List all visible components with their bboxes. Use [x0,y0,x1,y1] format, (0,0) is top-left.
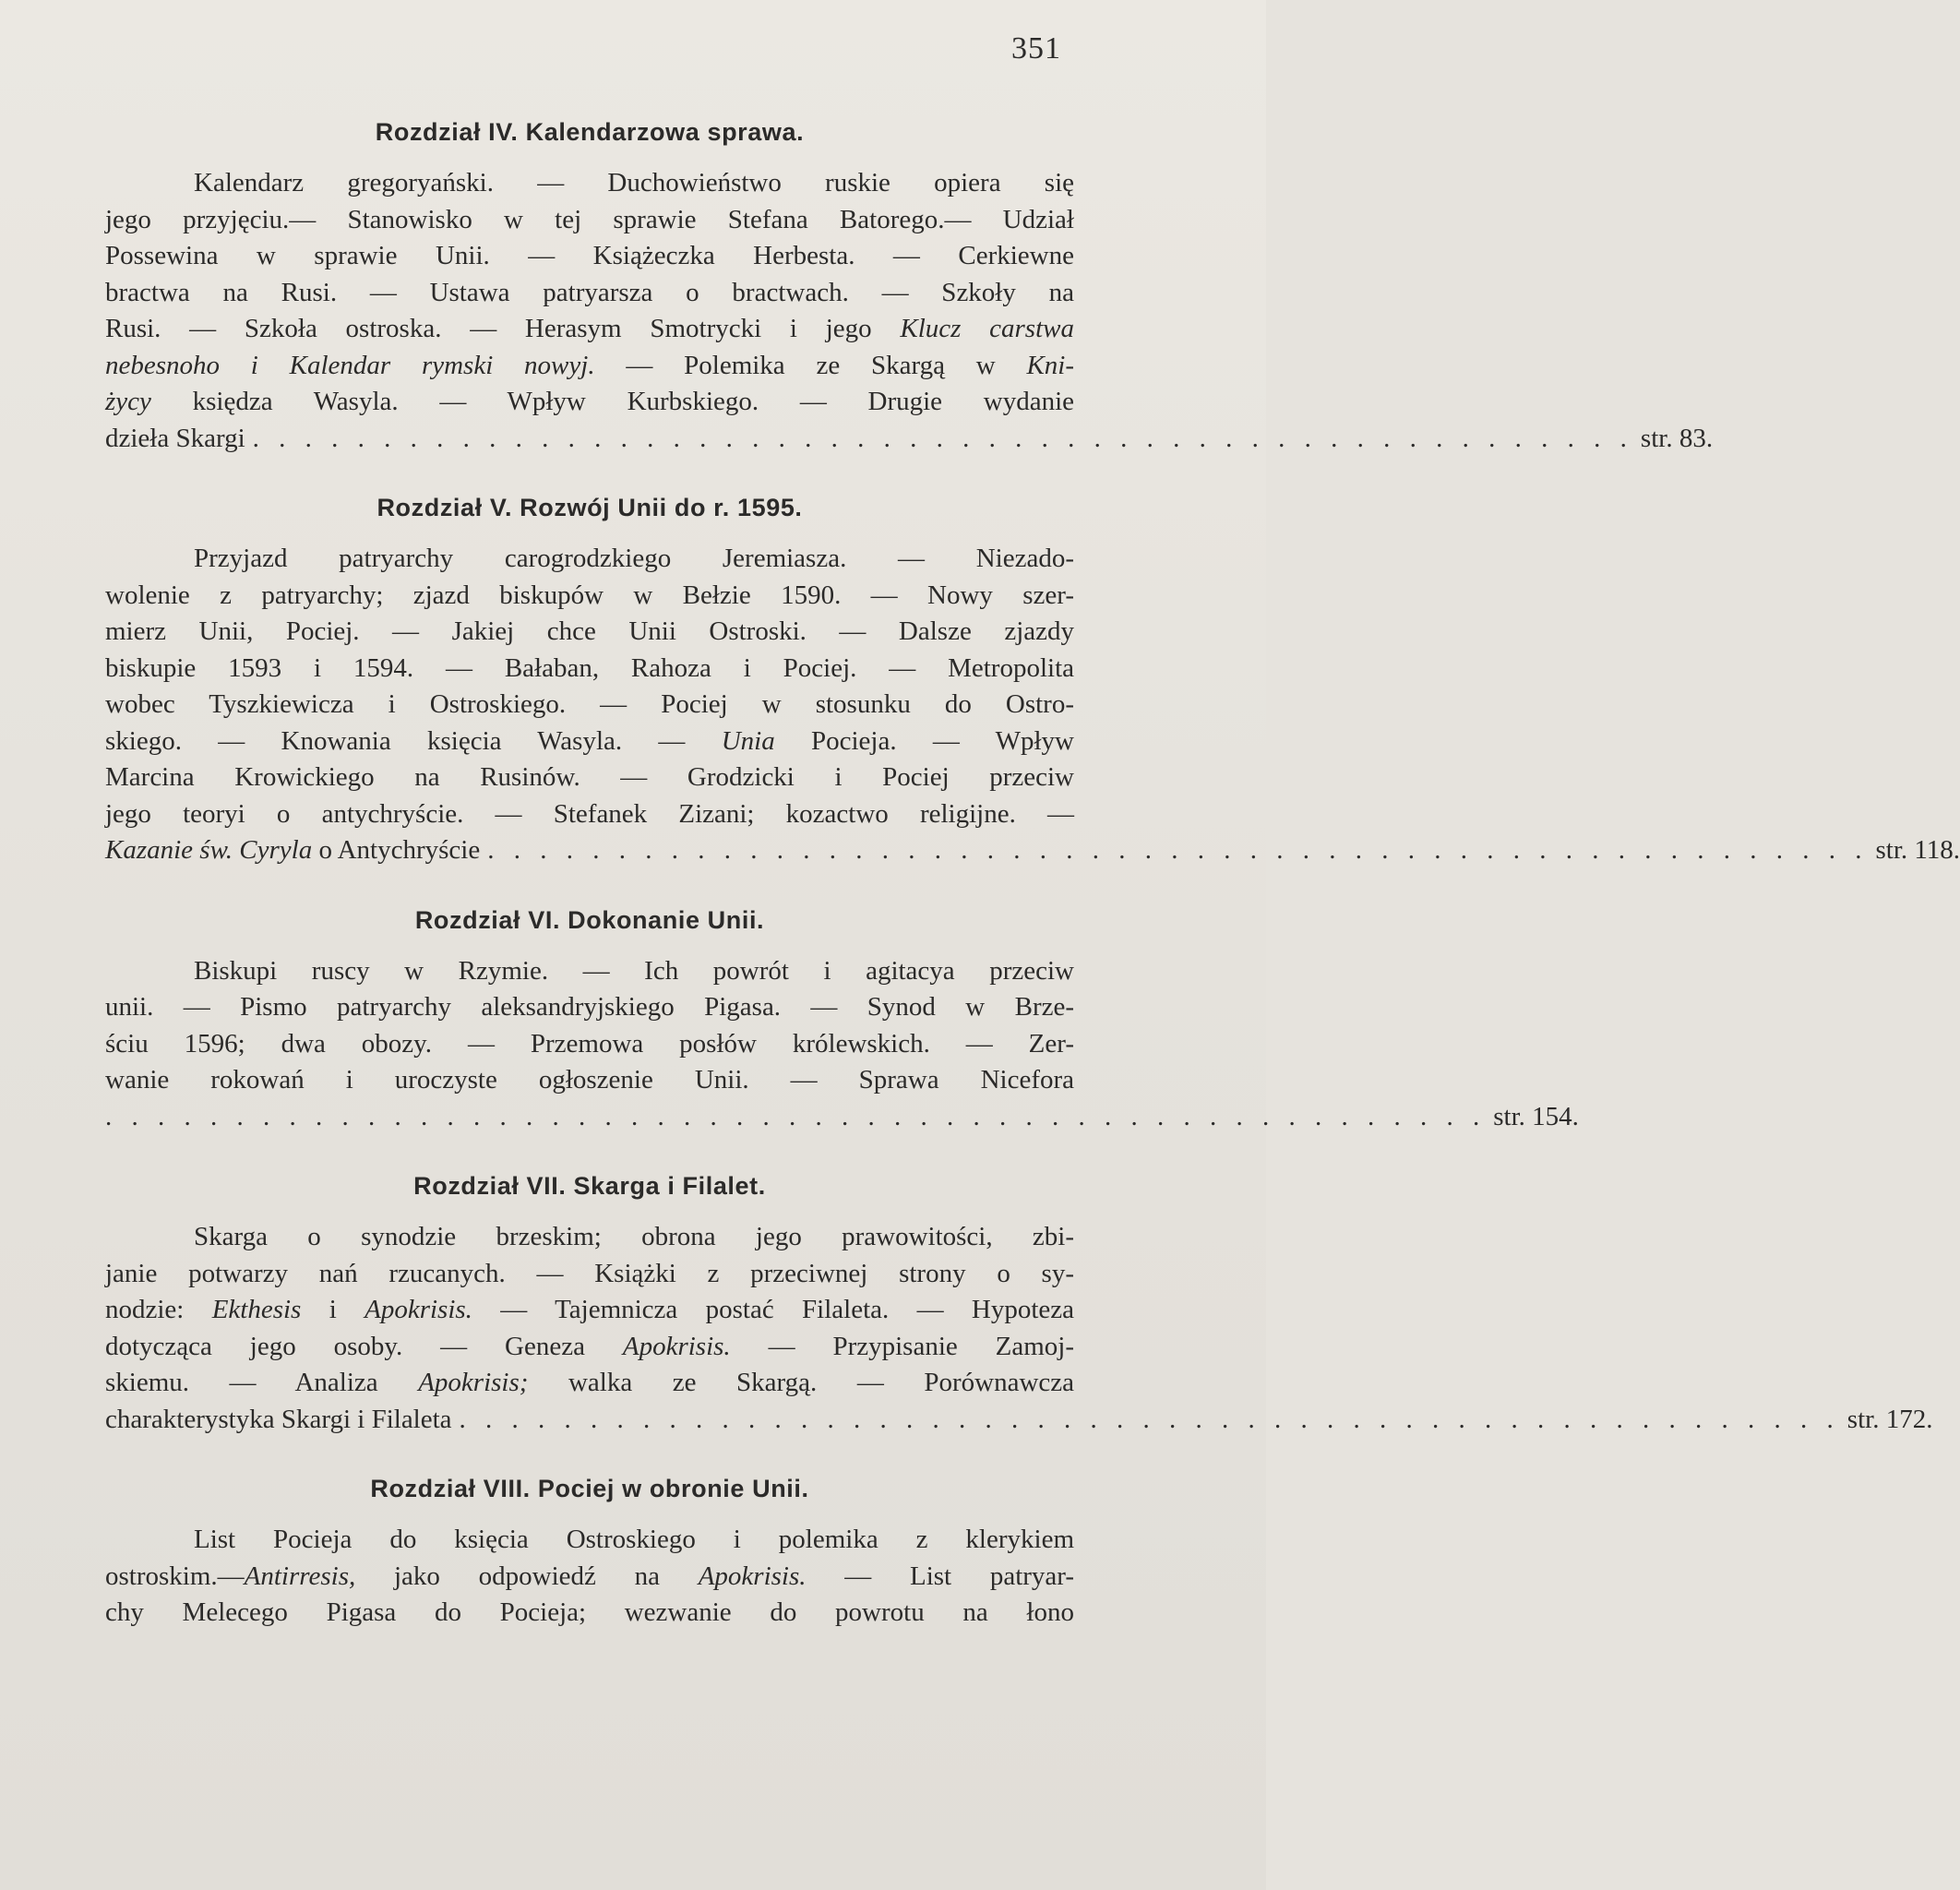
summary-line: mierz Unii, Pociej. — Jakiej chce Unii Ostroski. — Dalsze zjazdy [105,616,1074,646]
summary-line [105,311,1074,348]
text-run: księdza Wasyla. — Wpływ Kurbskiego. — Drugie wydanie [192,387,1074,416]
summary-line: ściu 1596; dwa obozy. — Przemowa posłów królewskich. — Zer- [105,1028,1074,1059]
chapter-title: Rozdział VII. Skarga i Filalet. [413,1172,766,1200]
italic-title: Apokrisis. [365,1295,472,1324]
chapter-title: Rozdział VIII. Pociej w obronie Unii. [370,1475,809,1502]
chapter-title: Rozdział VI. Dokonanie Unii. [414,905,765,934]
summary-line [105,348,1074,385]
text-run: — Przypisanie Zamoj- [768,1331,1074,1361]
italic-title: życy [105,387,151,416]
summary-line: Kalendarz gregoryański. — Duchowieństwo ruskie opiera się [194,168,1074,197]
summary-line: wolenie z patryarchy; zjazd biskupów w Bełzie 1590. — Nowy szer- [105,580,1074,610]
text-run: jako odpowiedź na [393,1561,660,1591]
dot-leader: . . . . . . . . . . . . . . . . . . . . . . . . . . . . . . . . . . . . . . . . . . . . . . . . . . . . . [459,1404,1840,1434]
summary-line: Skarga o synodzie brzeskim; obrona jego prawowitości, zbi- [194,1222,1074,1251]
summary-line [105,1292,1074,1329]
chapter-viii [105,1475,1074,1632]
chapter-vii [105,1172,1933,1438]
table-of-contents [105,118,1960,1669]
summary-line [105,1365,1074,1402]
italic-title: nebesnoho i Kalendar rymski nowyj. [105,350,595,380]
summary-line-with-page-ref [105,832,1960,869]
text-run: walka ze Skargą. — Porównawcza [568,1368,1075,1397]
page-number: 351 [1011,31,1061,66]
page-reference: str. 172. [1846,1404,1933,1434]
text-run: Rusi. — Szkoła ostroska. — Herasym Smotrycki i jego [105,314,872,343]
summary-line-with-page-ref [105,1099,1579,1136]
italic-title: Klucz carstwa [900,314,1074,343]
summary-line: List Pocieja do księcia Ostroskiego i polemika z klerykiem [194,1525,1074,1554]
summary-line: Possewina w sprawie Unii. — Książeczka Herbesta. — Cerkiewne [105,241,1074,270]
italic-title: Antirresis, [244,1561,356,1591]
summary-line: unii. — Pismo patryarchy aleksandryjskiego Pigasa. — Synod w Brze- [105,992,1074,1022]
text-run: — List patryar- [844,1561,1075,1591]
summary-line [105,1329,1074,1366]
page-reference: str. 83. [1640,423,1714,453]
text-run: dzieła Skargi [105,423,245,453]
text-run: — Polemika ze Skargą w [626,350,996,380]
chapter-title: Rozdział IV. Kalendarzowa sprawa. [375,118,805,146]
text-run [105,832,480,869]
text-run: i [329,1295,337,1324]
text-run: o Antychryście [318,835,481,865]
summary-line: biskupie 1593 i 1594. — Bałaban, Rahoza i Pociej. — Metropolita [105,652,1074,683]
summary-line [105,724,1074,760]
summary-line: jego teoryi o antychryście. — Stefanek Zizani; kozactwo religijne. — [105,798,1074,829]
summary-line [105,1559,1074,1596]
chapter-iv [105,118,1714,457]
summary-line: Przyjazd patryarchy carogrodzkiego Jeremiasza. — Niezado- [194,544,1074,573]
italic-title: Apokrisis. [698,1561,807,1591]
text-run: skiego. — Knowania księcia Wasyla. — [105,725,686,756]
italic-title: Kazanie św. Cyryla [105,835,313,865]
summary-line: wanie rokowań i uroczyste ogłoszenie Unii. — Sprawa Nicefora [105,1065,1074,1095]
text-run: — Tajemnicza postać Filaleta. — Hypoteza [500,1295,1075,1324]
chapter-v [105,494,1960,869]
dot-leader: . . . . . . . . . . . . . . . . . . . . . . . . . . . . . . . . . . . . . . . . . . . . . . . . . . . . . [252,423,1633,453]
dot-leader: . . . . . . . . . . . . . . . . . . . . . . . . . . . . . . . . . . . . . . . . . . . . . . . . . . . . . [487,835,1869,865]
summary-line-with-page-ref [105,421,1714,458]
italic-title: Ekthesis [211,1295,302,1324]
summary-line: chy Melecego Pigasa do Pocieja; wezwanie do powrotu na łono [105,1597,1074,1627]
summary-line: Marcina Krowickiego na Rusinów. — Grodzicki i Pociej przeciw [105,762,1074,792]
italic-title: Kni- [1026,350,1075,380]
chapter-title: Rozdział V. Rozwój Unii do r. 1595. [376,494,803,521]
summary-line: jego przyjęciu.— Stanowisko w tej sprawie Stefana Batorego.— Udział [105,204,1074,234]
summary-line: wobec Tyszkiewicza i Ostroskiego. — Pociej w stosunku do Ostro- [105,689,1074,719]
summary-line-with-page-ref [105,1402,1933,1439]
italic-title: Apokrisis. [622,1331,731,1361]
italic-title: Apokrisis; [418,1368,529,1397]
italic-title: Unia [721,725,775,756]
text-run: Pocieja. — Wpływ [810,725,1074,756]
summary-line: bractwa na Rusi. — Ustawa patryarsza o bractwach. — Szkoły na [105,277,1074,307]
text-run: dotycząca jego osoby. — Geneza [105,1331,585,1361]
text-run: skiemu. — Analiza [105,1368,378,1397]
page-reference: str. 154. [1493,1101,1579,1131]
text-run: charakterystyka Skargi i Filaleta [105,1404,452,1434]
dot-leader: . . . . . . . . . . . . . . . . . . . . . . . . . . . . . . . . . . . . . . . . . . . . . . . . . . . . . [105,1101,1487,1131]
summary-line: janie potwarzy nań rzucanych. — Książki z przeciwnej strony o sy- [105,1258,1074,1288]
page-reference: str. 118. [1875,835,1960,865]
text-run: nodzie: [105,1295,185,1324]
summary-line [105,384,1074,421]
summary-line: Biskupi ruscy w Rzymie. — Ich powrót i agitacya przeciw [194,955,1074,986]
text-run: ostroskim.— [105,1561,245,1591]
chapter-vi [105,905,1579,1136]
